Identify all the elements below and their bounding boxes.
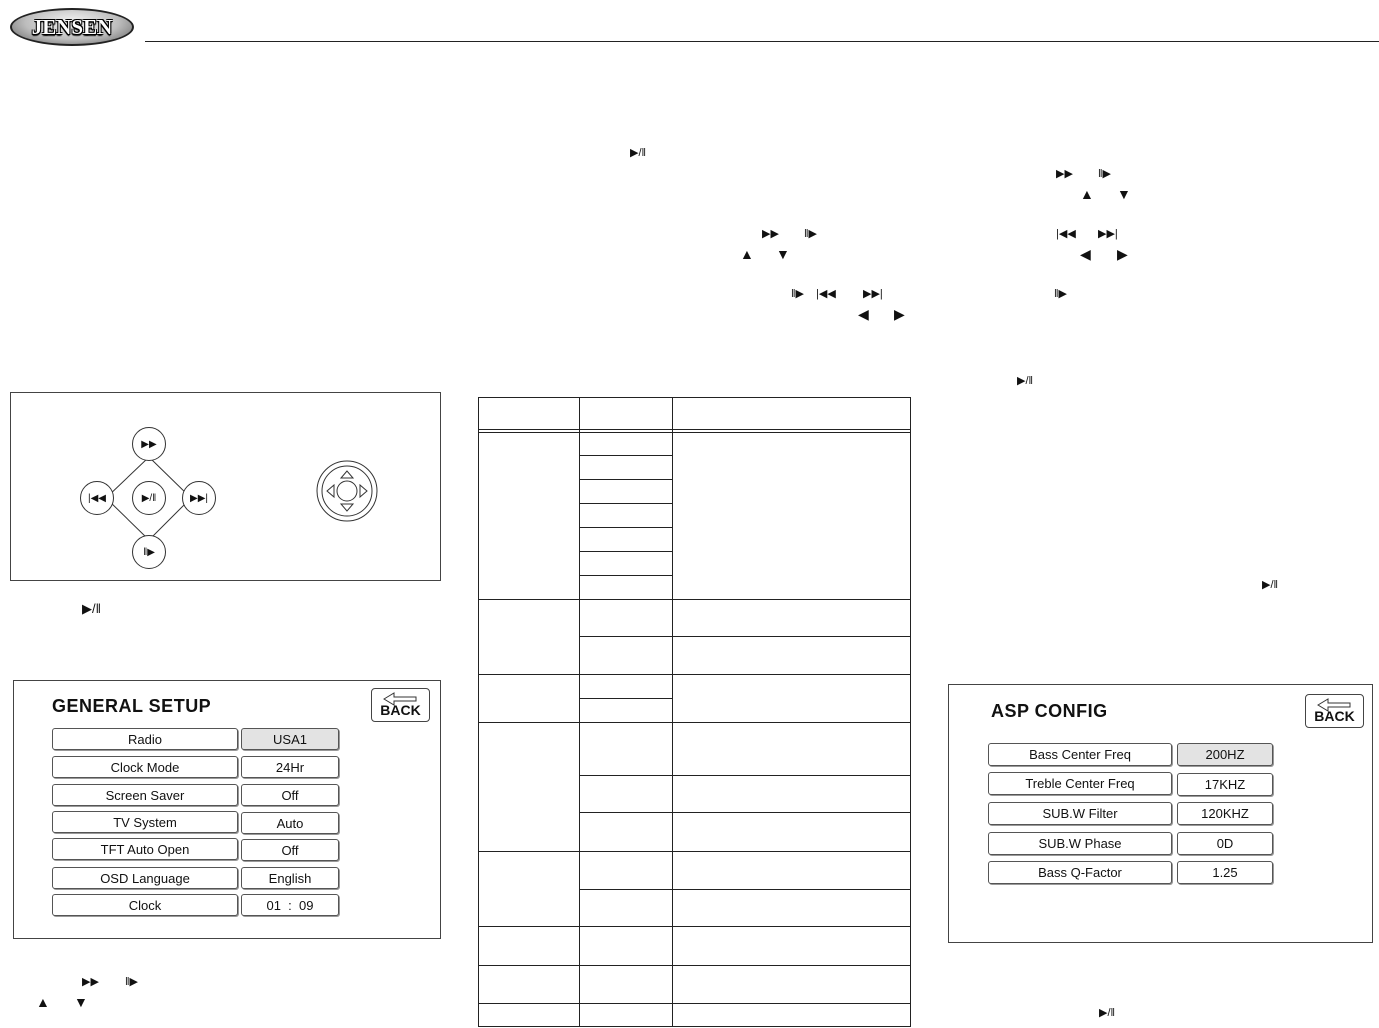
back-label: BACK <box>380 702 421 718</box>
fast-forward-icon: ▶▶ <box>82 976 99 988</box>
previous-icon: |◀◀ <box>1056 228 1076 240</box>
radio-setting-label[interactable]: Radio <box>52 728 238 750</box>
back-button[interactable] <box>371 688 430 722</box>
step-icon: ‖▶ <box>804 228 818 240</box>
next-icon: ▶▶| <box>863 288 883 300</box>
down-arrow-icon: ▼ <box>1117 186 1131 202</box>
play-pause-icon: ▶/‖ <box>1262 579 1279 591</box>
header-rule <box>145 41 1379 42</box>
next-icon: ▶▶| <box>190 492 208 504</box>
asp-config-screen <box>948 684 1373 943</box>
up-arrow-icon: ▲ <box>1080 186 1094 202</box>
bass-q-factor-value[interactable]: 1.25 <box>1177 861 1273 884</box>
down-arrow-icon: ▼ <box>74 994 88 1010</box>
general-setup-title: GENERAL SETUP <box>52 696 212 716</box>
play-pause-button[interactable] <box>132 481 166 515</box>
step-icon: ‖▶ <box>125 976 139 988</box>
fast-forward-icon: ▶▶ <box>762 228 779 240</box>
play-pause-icon: ▶/‖ <box>1017 375 1034 387</box>
subw-filter-label[interactable]: SUB.W Filter <box>988 802 1172 825</box>
right-arrow-icon: ▶ <box>1117 246 1128 262</box>
radio-setting-value[interactable]: USA1 <box>241 728 339 750</box>
screen-saver-setting-value[interactable]: Off <box>241 784 339 806</box>
general-setup-screen <box>13 680 441 939</box>
tv-system-setting-value[interactable]: Auto <box>241 812 339 834</box>
tft-auto-open-setting-label[interactable]: TFT Auto Open <box>52 838 238 860</box>
subw-phase-label[interactable]: SUB.W Phase <box>988 832 1172 855</box>
step-icon: ‖▶ <box>143 546 155 558</box>
treble-center-freq-label[interactable]: Treble Center Freq <box>988 772 1172 795</box>
step-icon: ‖▶ <box>1098 168 1112 180</box>
fast-forward-icon: ▶▶ <box>141 438 157 450</box>
step-icon: ‖▶ <box>1054 288 1068 300</box>
clock-setting-label[interactable]: Clock <box>52 894 238 916</box>
fast-forward-icon: ▶▶ <box>1056 168 1073 180</box>
previous-icon: |◀◀ <box>88 492 106 504</box>
play-pause-icon: ▶/‖ <box>630 147 647 159</box>
step-icon: ‖▶ <box>791 288 805 300</box>
clock-setting-value[interactable]: 01 : 09 <box>241 894 339 916</box>
bass-center-freq-value[interactable]: 200HZ <box>1177 743 1273 766</box>
bass-q-factor-label[interactable]: Bass Q-Factor <box>988 861 1172 884</box>
left-arrow-icon: ◀ <box>858 306 869 322</box>
remote-navigation-diagram <box>10 392 441 581</box>
next-icon: ▶▶| <box>1098 228 1118 240</box>
treble-center-freq-value[interactable]: 17KHZ <box>1177 773 1273 796</box>
clock-mode-setting-label[interactable]: Clock Mode <box>52 756 238 778</box>
osd-language-setting-value[interactable]: English <box>241 867 339 889</box>
previous-icon: |◀◀ <box>816 288 836 300</box>
back-label: BACK <box>1314 708 1355 724</box>
jensen-logo <box>10 8 134 46</box>
screen-saver-setting-label[interactable]: Screen Saver <box>52 784 238 806</box>
left-arrow-icon: ◀ <box>1080 246 1091 262</box>
asp-config-title: ASP CONFIG <box>991 701 1108 721</box>
tv-system-setting-label[interactable]: TV System <box>52 811 238 833</box>
diagram-lines <box>11 393 442 582</box>
previous-button[interactable] <box>80 481 114 515</box>
play-pause-icon: ▶/‖ <box>1099 1007 1116 1019</box>
osd-language-setting-label[interactable]: OSD Language <box>52 867 238 889</box>
subw-filter-value[interactable]: 120KHZ <box>1177 802 1273 825</box>
step-button[interactable] <box>132 535 166 569</box>
fast-forward-button[interactable] <box>132 427 166 461</box>
play-pause-icon: ▶/‖ <box>82 601 101 616</box>
bass-center-freq-label[interactable]: Bass Center Freq <box>988 743 1172 766</box>
right-arrow-icon: ▶ <box>894 306 905 322</box>
back-button[interactable] <box>1305 694 1364 728</box>
up-arrow-icon: ▲ <box>36 994 50 1010</box>
up-arrow-icon: ▲ <box>740 246 754 262</box>
play-pause-icon: ▶/‖ <box>141 492 157 504</box>
clock-mode-setting-value[interactable]: 24Hr <box>241 756 339 778</box>
tft-auto-open-setting-value[interactable]: Off <box>241 839 339 861</box>
subw-phase-value[interactable]: 0D <box>1177 832 1273 855</box>
down-arrow-icon: ▼ <box>776 246 790 262</box>
next-button[interactable] <box>182 481 216 515</box>
settings-table <box>478 396 912 1028</box>
logo-text: JENSEN <box>31 14 113 39</box>
